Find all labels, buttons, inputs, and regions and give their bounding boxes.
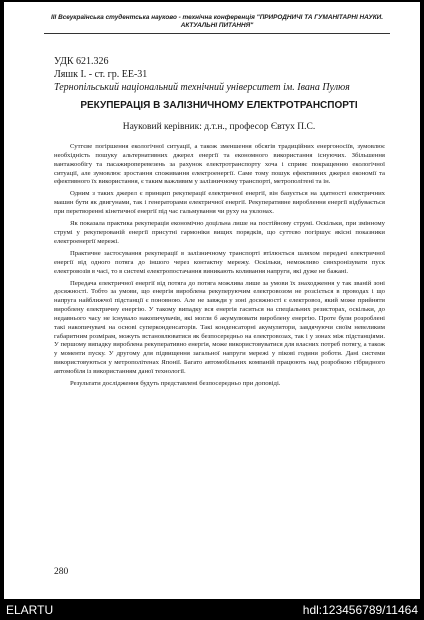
conference-header [44,14,390,30]
handle-identifier: hdl:123456789/11464 [302,603,418,617]
institution-line: Тернопільський національний технічний університет ім. Івана Пулюя [54,82,350,93]
scientific-advisor: Науковий керівник: д.т.н., професор Євтух П.С. [122,122,316,132]
body-paragraph: Одним з таких джерел є принцип рекуперації електричної енергії, він базується на здатності електричних машин бути як двигунами, так і генераторами електричної енергії. Рекуперативне вироблення енергії відбувається при перетворенні кінетичної енергії під час гальмування чи руху на уклонах. [54,190,385,216]
body-paragraph: Результати дослідження будуть представлені безпосередньо при доповіді. [70,380,281,388]
body-paragraph: Передача електричної енергії від потяга до потяга можлива лише за умови їх знаходження у так званій зоні досяжності. Тобто за умови, що енергія вироблена рекуперуючим електровозом не розсіється в проводах і що напруга найближчої підстанції є поновною. Але не завжди у зоні досяжності є електровоз, який може прийняти вироблену електричну енергію. У такому випадку вся енергія гаситься на спеціальних резисторах, оскільки, до недавнього часу не існувало накопичувачів, які могли б акумулювати вироблену енергію. Проте були розроблені такі накопичувачі на основі суперконденсаторів. Такі конденсаторні акумулятори, завдячуючи своїм невеликим габаритним розмірам, можуть встановлюватися як безпосередньо на електровозах, так і у зонах між підстанціями. У першому випадку вироблена рекуперативно енергія, може використовуватися для власних потреб потягу, а також у моменти пуску. У другому для підвищення загальної напруги мережі у пікові години роботи. Дані системи використовуються у метрополітенах Японії. Багато автомобільних компаній працюють над розробкою гібридного автомобіля із використанням даної технології. [54,279,385,375]
body-paragraph: Сутгєве погіршення екологічної ситуації, а також зменшення обсягів традиційних енергоносіїв, зумовлює необхідність пошуку альтернативних джерел енергії та економного використання існуючих. Збільшення вантажообігу та пасажироперевезень за рахунок електротранспорту хоча і сприяє покращенню екологічної ситуації, але зумовлює зростання споживання електроенергії. Саме тому пошук ефективних джерел економії та ефективного їх використання, є таким важливим у залізничному транспорті, метрополітені та ін. [54,143,385,186]
udc-code: УДК 621.326 [54,56,109,67]
header-rule [44,33,390,34]
conference-header-line-1: III Всеукраїнська студентська науково - технічна конференція "ПРИРОДНИЧІ ТА ГУМАНІТАРНІ НАУКИ. [51,14,383,21]
body-paragraph: Як показала практика рекуперація економічно доцільна лише на постійному струмі. Оскільки, при змінному струмі у рекуперованій енергії присутні гармоніки вищих порядків, що суттєво погіршує якісні показники електроенергії мережі. [54,220,385,245]
article-body [54,143,385,392]
conference-header-line-2: АКТУАЛЬНІ ПИТАННЯ" [180,22,254,29]
author-line: Ляшк І. - ст. гр. ЕЕ-31 [54,69,148,80]
page-number: 280 [54,567,69,577]
body-paragraph: Практичне застосування рекуперації в залізничному транспорті втілюється шляхом передачі електричної енергії від одного потяга до іншого через контактну мережу. Оскільки, неможливо синхронізувати пуск електровозів в часі, то в системі електропостачання виникають коливання напруги, які дуже не бажані. [54,249,385,275]
repository-name: ELARTU [6,603,54,617]
repository-footer [0,600,424,620]
article-title: РЕКУПЕРАЦІЯ В ЗАЛІЗНИЧНОМУ ЕЛЕКТРОТРАНСПОРТІ [80,100,358,111]
document-page [4,2,420,599]
